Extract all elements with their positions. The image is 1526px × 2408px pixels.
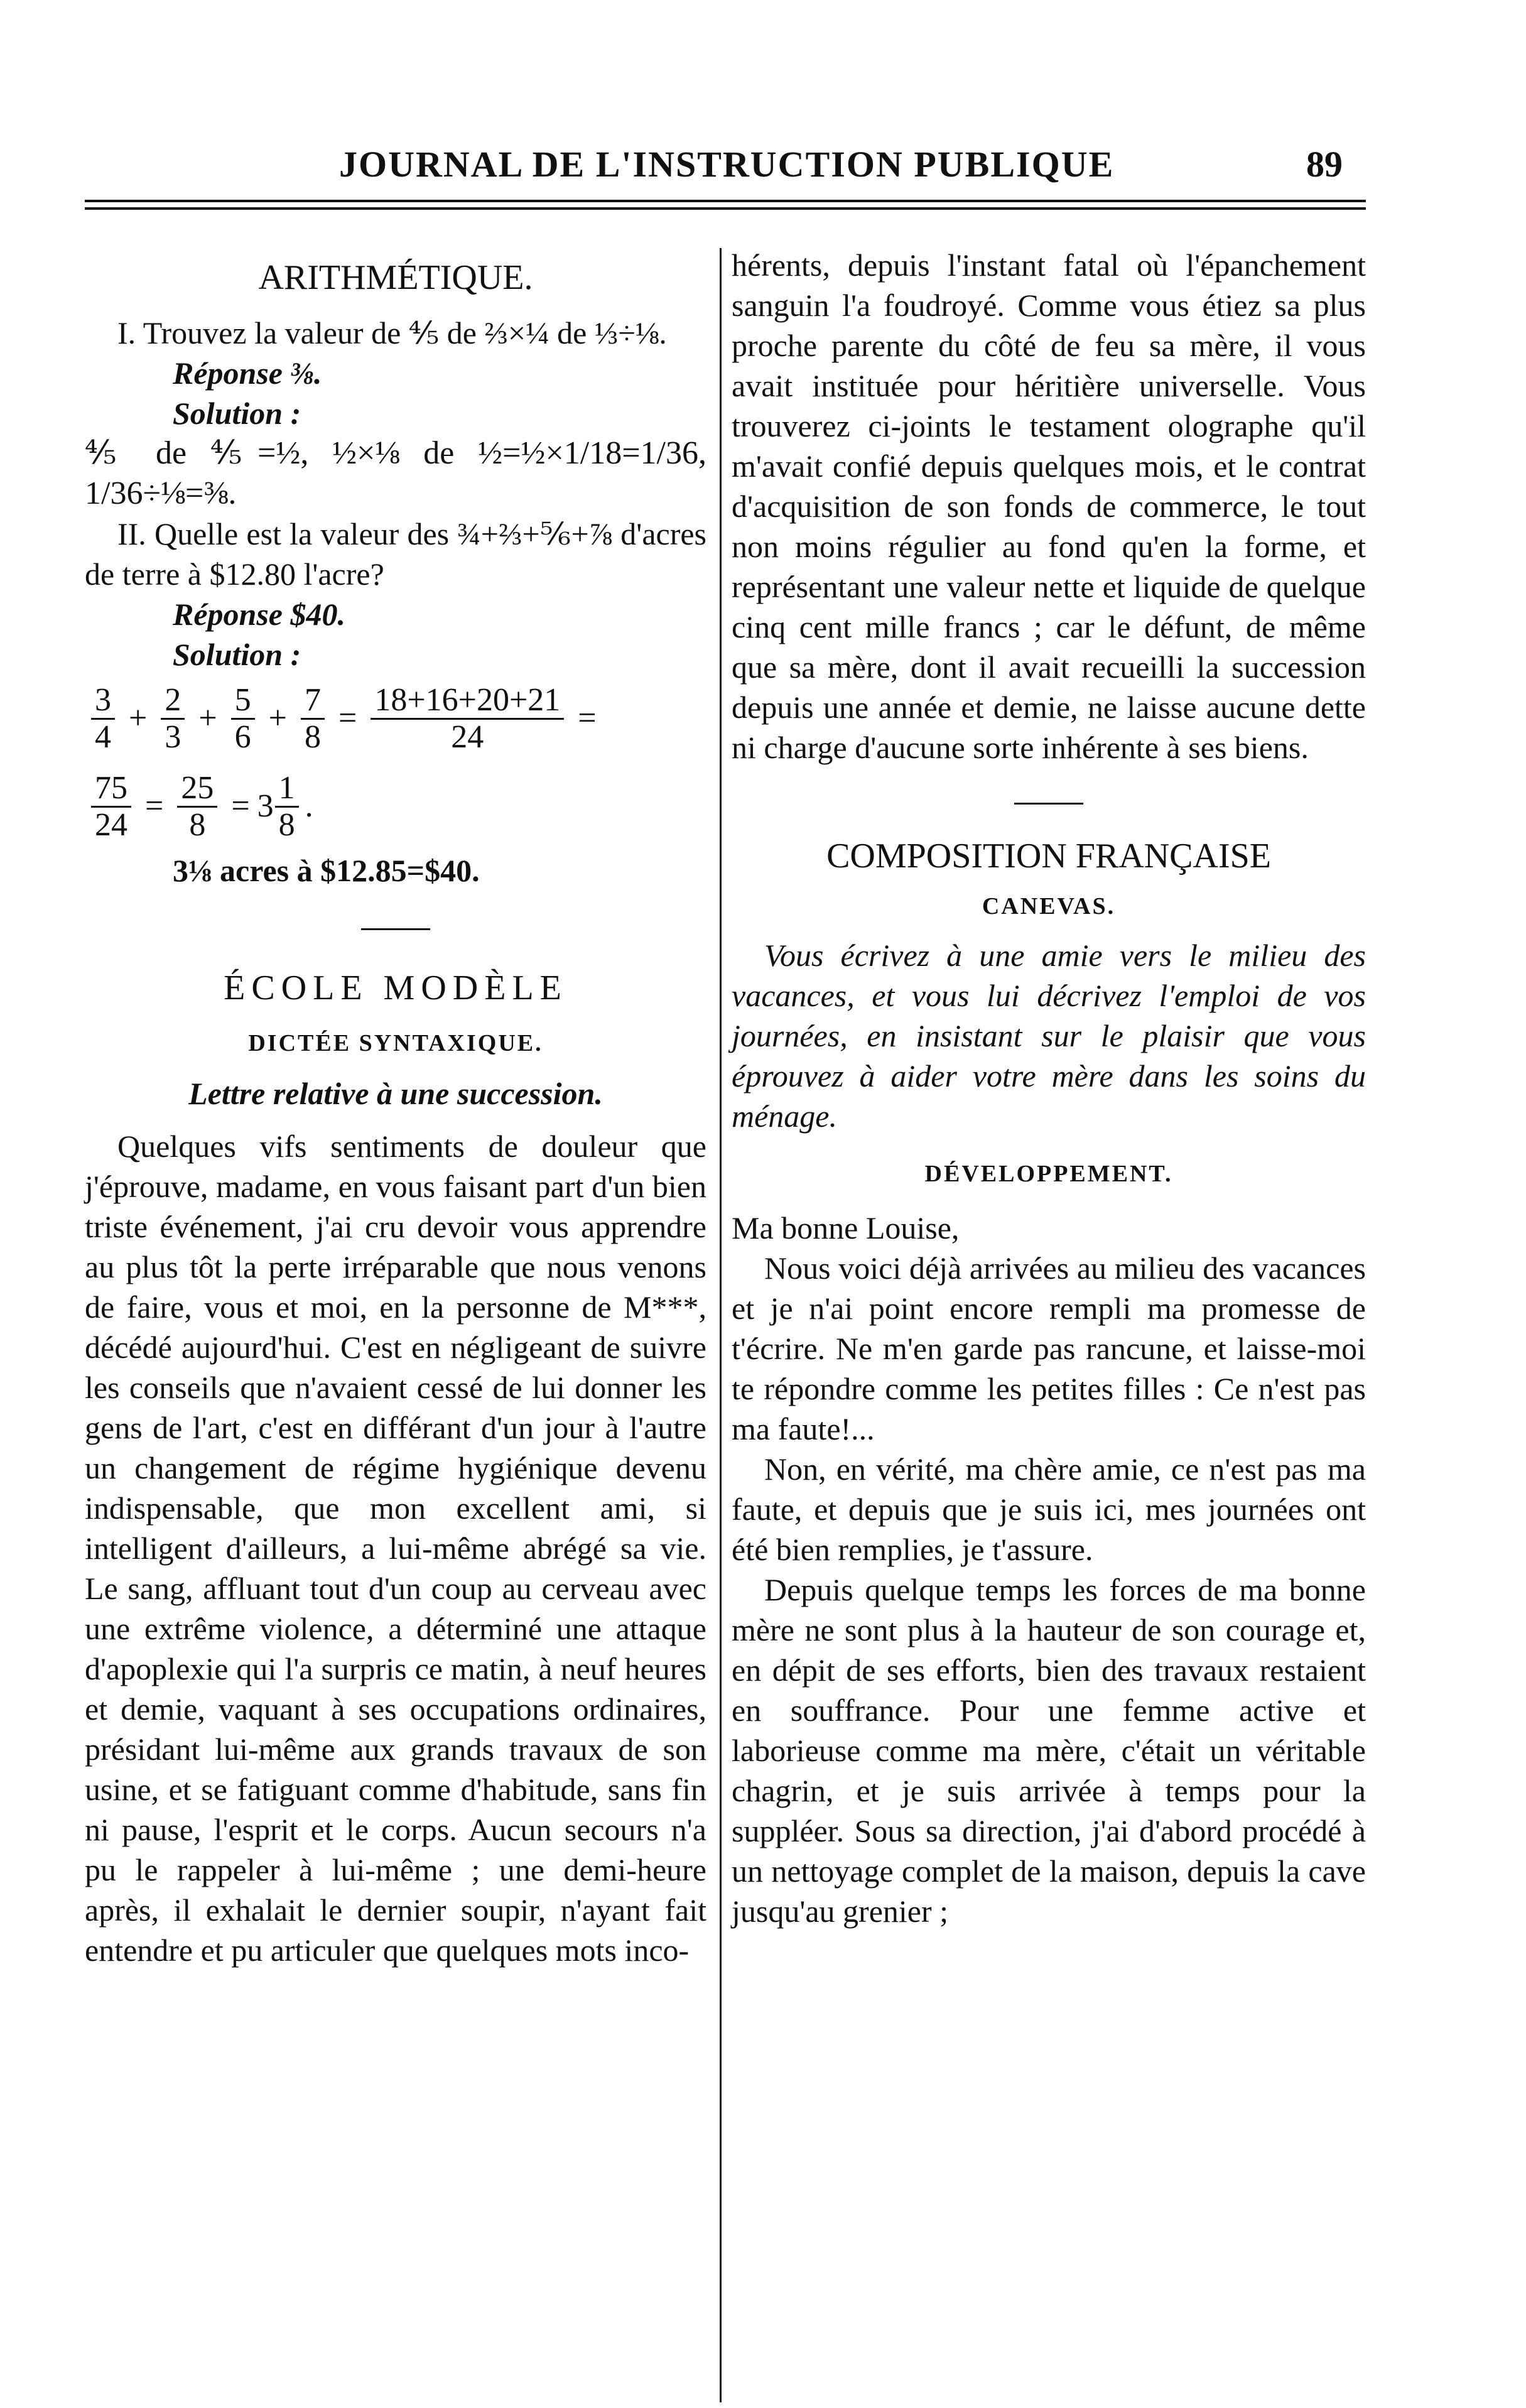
fraction: $\frac{25}{8}$ (177, 771, 217, 843)
section-dash (1014, 803, 1083, 805)
left-column (85, 251, 706, 1970)
header-rule-bottom (85, 207, 1366, 210)
arith-q1: I. Trouvez la valeur de ⅘ de ⅔×¼ de ⅓÷⅛. (117, 315, 667, 350)
page-number: 89 (1306, 144, 1343, 185)
arith-equation-2: $\frac{75}{24}$ = $\frac{25}{8}$ = 3 $\frac{1}{8}$ . (85, 762, 706, 850)
fraction: $\frac{3}{4}$ (91, 683, 115, 755)
right-column (732, 245, 1366, 1931)
fraction: $\frac{2}{3}$ (161, 683, 185, 755)
developpement-label: DÉVELOPPEMENT. (924, 1161, 1173, 1187)
paragraph-3: Depuis quelque temps les forces de ma bonne mère ne sont plus à la hauteur de son courage et, en dépit de ses efforts, bien des travaux restaient en souffrance. Pour une femme active et laborieuse comme ma mère, c'était un véritable chagrin, et je suis arrivée à temps pour la suppléer. Sous sa direction, j'ai d'abord procédé à un nettoyage complet de la maison, depuis la cave jusqu'au grenier ; (732, 1572, 1366, 1929)
ecole-title: ÉCOLE MODÈLE (224, 968, 568, 1007)
arith-q1-solution-label: Solution : (173, 396, 301, 431)
arith-final: 3⅛ acres à $12.85=$40. (173, 853, 480, 888)
fraction: $\frac{5}{6}$ (231, 683, 255, 755)
canevas-label: CANEVAS. (982, 893, 1116, 919)
column-divider (720, 248, 722, 2402)
dictation-text: Quelques vifs sentiments de douleur que j'éprouve, madame, en vous faisant part d'un bien triste événement, j'ai cru devoir vous apprendre au plus tôt la perte irréparable que nous venons de faire, vous et moi, en la personne de M***, décédé aujourd'hui. C'est en négligeant de suivre les conseils que n'avaient cessé de lui donner les gens de l'art, c'est en différant d'un jour à l'autre un changement de régime hygiénique devenu indispensable, que mon excellent ami, si intelligent d'ailleurs, a lui-même abrégé sa vie. Le sang, affluant tout d'un coup au cerveau avec une extrême violence, a déterminé une attaque d'apoplexie qui l'a surpris ce matin, à neuf heures et demie, vaquant à ses occupations ordinaires, présidant lui-même aux grands travaux de son usine, et se fatiguant comme d'habitude, sans fin ni pause, l'esprit et le corps. Aucun secours n'a pu le rappeler à lui-même ; une demi-heure après, il exhalait le dernier soupir, n'ayant fait entendre et pu articuler que quelques mots inco- (85, 1129, 706, 1968)
salutation: Ma bonne Louise, (732, 1210, 960, 1245)
canevas-text: Vous écrivez à une amie vers le milieu des vacances, et vous lui décrivez l'emploi de vos journées, en insistant sur le plaisir que vous éprouvez à aider votre mère dans les soins du ménage. (732, 938, 1366, 1134)
fraction-sum: $\frac{18+16+20+21}{24}$ (371, 683, 564, 755)
section-dash (361, 928, 430, 930)
running-head: JOURNAL DE L'INSTRUCTION PUBLIQUE (339, 144, 1115, 185)
composition-title: COMPOSITION FRANÇAISE (826, 837, 1271, 876)
arith-q1-answer: Réponse ⅜. (173, 355, 322, 391)
arith-q2-solution-label: Solution : (173, 637, 301, 672)
ecole-subtitle: DICTÉE SYNTAXIQUE. (248, 1030, 543, 1056)
paragraph-1: Nous voici déjà arrivées au milieu des vacances et je n'ai point encore rempli ma promesse de t'écrire. Ne m'en garde pas rancune, et laisse-moi te répondre comme les petites filles : Ce n'est pas ma faute!... (732, 1250, 1366, 1446)
fraction: $\frac{7}{8}$ (301, 683, 325, 755)
arith-q2-answer: Réponse $40. (173, 597, 345, 632)
letter-title: Lettre relative à une succession. (188, 1076, 603, 1111)
paragraph-2: Non, en vérité, ma chère amie, ce n'est pas ma faute, et depuis que je suis ici, mes journées ont été bien remplies, je t'assure. (732, 1451, 1366, 1567)
fraction: $\frac{1}{8}$ (275, 771, 299, 843)
mixed-whole: 3 (257, 788, 274, 824)
header-rule-top (85, 200, 1366, 202)
fraction: $\frac{75}{24}$ (91, 771, 131, 843)
arith-title: ARITHMÉTIQUE. (258, 258, 533, 297)
arith-q2: II. Quelle est la valeur des ¾+⅔+⅚+⅞ d'acres de terre à $12.80 l'acre? (85, 516, 706, 592)
dictation-continuation: hérents, depuis l'instant fatal où l'épanchement sanguin l'a foudroyé. Comme vous étiez sa plus proche parente du côté de feu sa mère, il vous avait instituée pour héritière universelle. Vous trouverez ci-joints le testament olographe qu'il m'avait confié depuis quelques mois, et le contrat d'acquisition de son fonds de commerce, le tout non moins régulier au fond qu'en la forme, et représentant une valeur nette et liquide de quelque cinq cent mille francs ; car le défunt, de même que sa mère, dont il avait recueilli la succession depuis une année et demie, ne laisse aucune dette ni charge d'aucune sorte inhérente à ses biens. (732, 247, 1366, 765)
arith-q1-solution: ⅘ de ⅘=½, ½×⅛ de ½=½×1/18=1/36, 1/36÷⅛=⅜. (85, 435, 706, 511)
arith-equation-1: $\frac{3}{4}$ + $\frac{2}{3}$ + $\frac{5}{6}$ + $\frac{7}{8}$ = $\frac{18+16+20+21}{24}$ = (85, 675, 706, 762)
